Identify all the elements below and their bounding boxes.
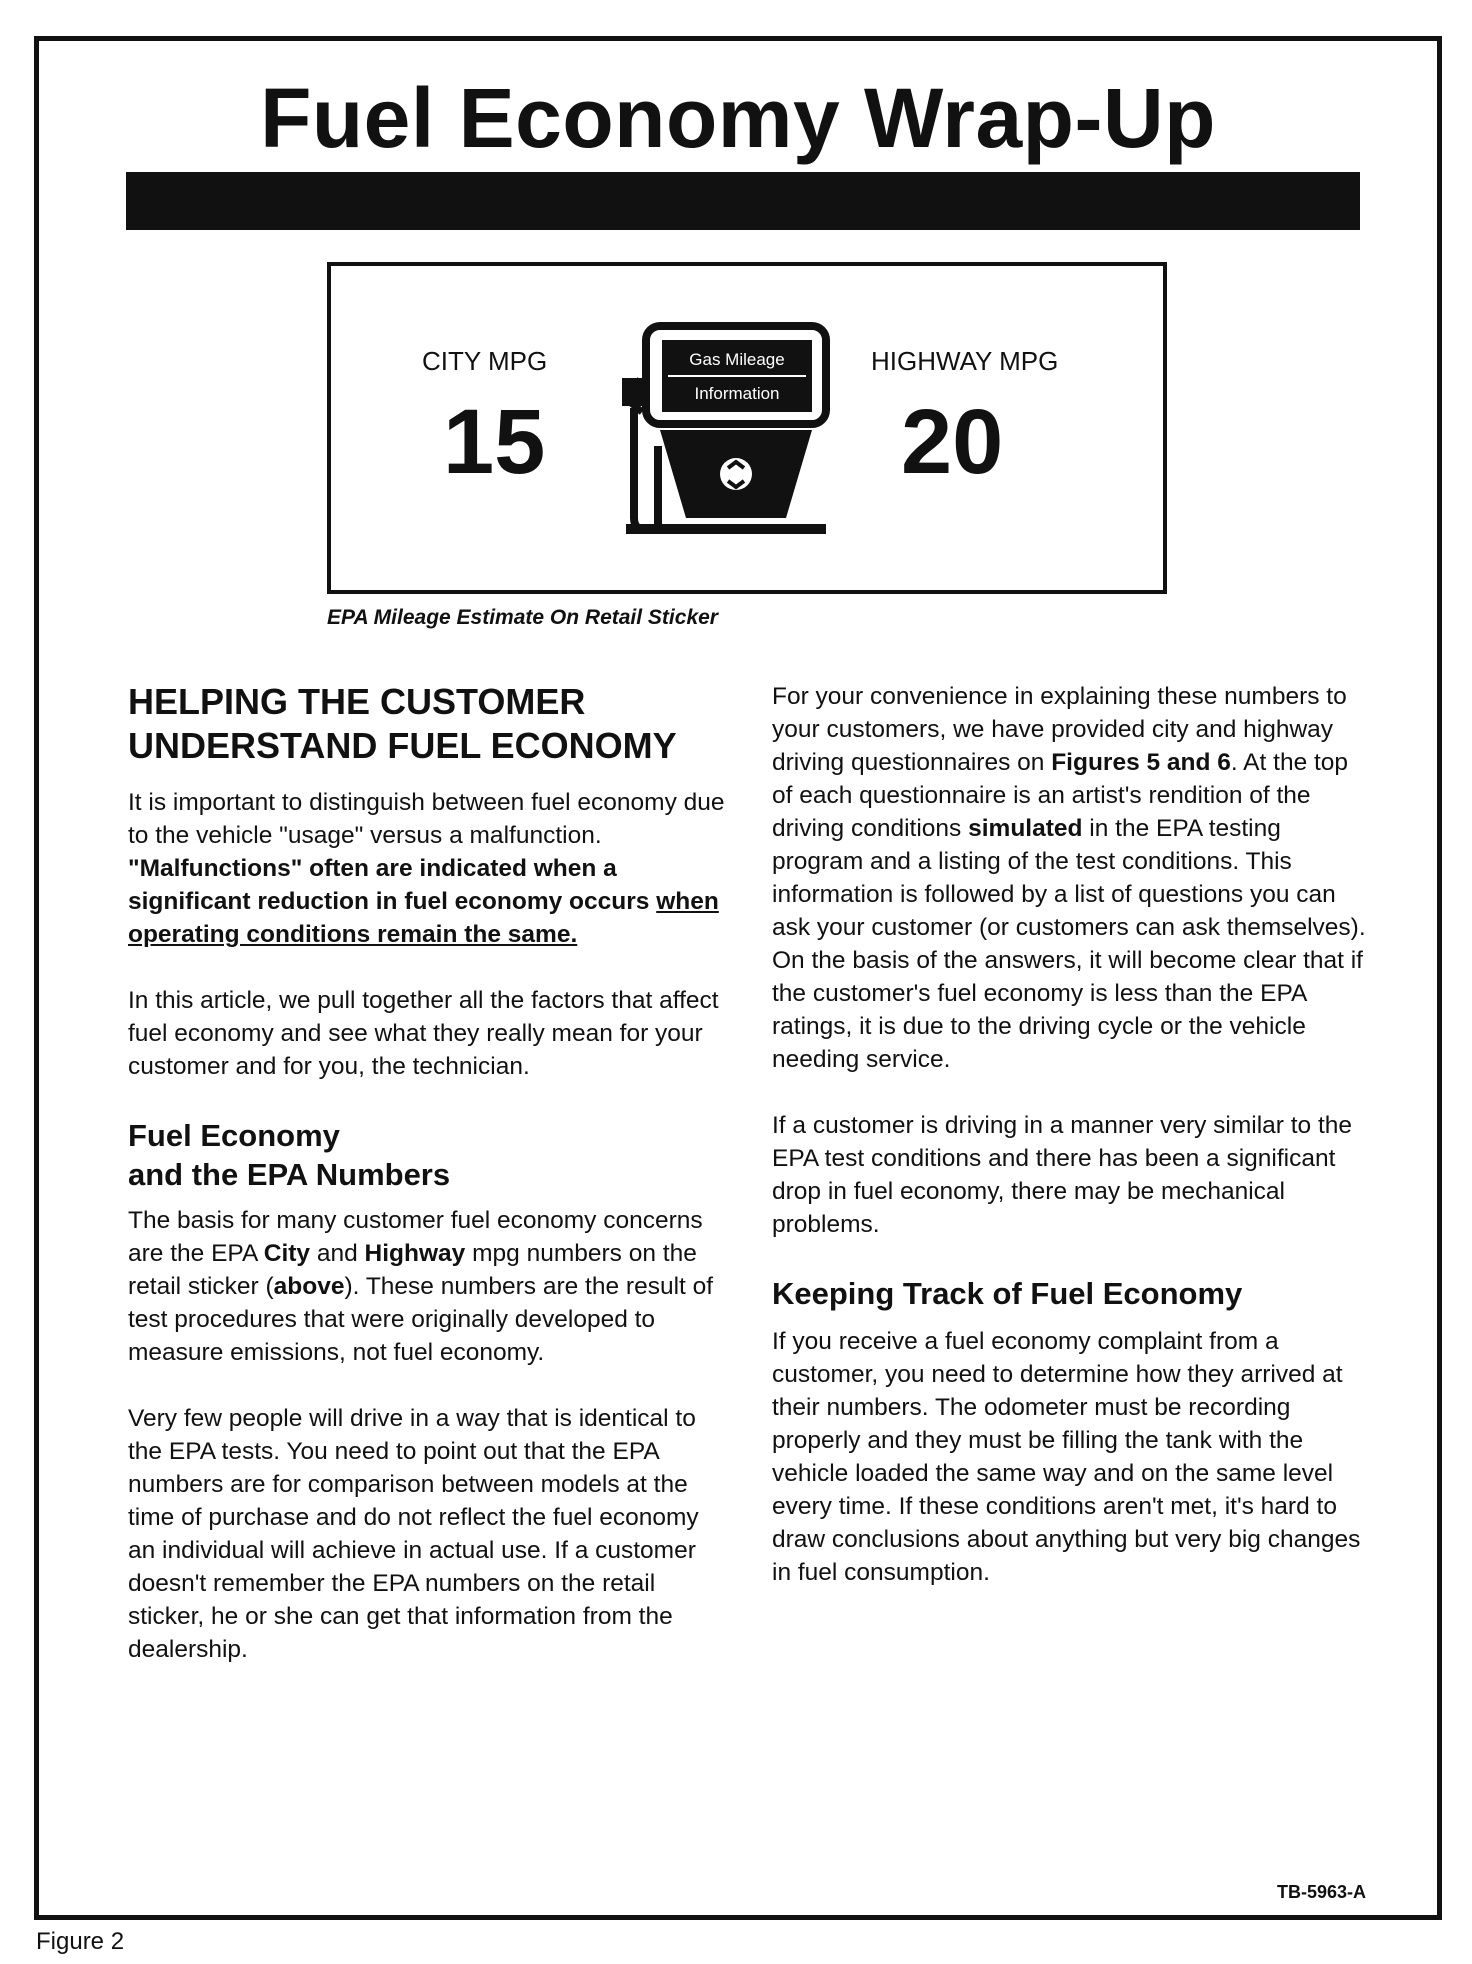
- intro-emphasis: "Malfunctions" often are indicated when a significant reduction in fuel economy occurs: [128, 855, 657, 915]
- questionnaire-text-2: . At the top of each questionnaire is an artist's rendition of the driving conditions: [772, 749, 1349, 842]
- keeping-track-heading: Keeping Track of Fuel Economy: [772, 1276, 1243, 1311]
- figure-label: Figure 2: [36, 1928, 125, 1955]
- epa-sticker: [327, 262, 1167, 594]
- questionnaire-text-1: For your convenience in explaining these numbers to your customers, we have provided city and highway driving questionnaires on: [772, 683, 1347, 776]
- pump-line1: Gas Mileage: [689, 350, 785, 369]
- highway-mpg-label: HIGHWAY MPG: [871, 346, 1059, 376]
- basis-city: City: [263, 1240, 311, 1267]
- questionnaire-text-3: in the EPA testing program and a listing of the test conditions. This information is followed by a list of questions you can ask your customer (or customers can ask themselves). On the basis of the answers, it will become clear that if the customer's fuel economy is less than the EPA ratings, it is due to the driving cycle or the vehicle needing service.: [772, 815, 1366, 1073]
- gas-pump-icon: [616, 318, 831, 548]
- pump-line2: Information: [694, 384, 780, 403]
- highway-mpg-value: 20: [901, 391, 1004, 493]
- basis-text-3: mpg numbers on the retail sticker (: [128, 1240, 697, 1300]
- page-title: Fuel Economy Wrap-Up: [260, 71, 1216, 165]
- questionnaire-figures: Figures 5 and 6: [1051, 749, 1231, 776]
- left-column: [128, 680, 728, 1699]
- mechanical-problems-paragraph: If a customer is driving in a manner very similar to the EPA test conditions and there has been a significant drop in fuel economy, there may be mechanical problems.: [772, 1112, 1353, 1238]
- city-mpg-label: CITY MPG: [422, 346, 548, 376]
- figure-code: TB-5963-A: [1276, 1882, 1366, 1902]
- city-mpg-value: 15: [443, 391, 546, 493]
- keeping-track-paragraph: If you receive a fuel economy complaint from a customer, you need to determine how they arrived at their numbers. The odometer must be recording properly and they must be filling the tank with the vehicle loaded the same way and on the same level every time. If these conditions aren't met, it's hard to draw conclusions about anything but very big changes in fuel consumption.: [772, 1328, 1361, 1586]
- basis-highway: Highway: [364, 1240, 466, 1267]
- epa-basis-paragraph: [128, 1204, 728, 1369]
- epa-subheading-line2: and the EPA Numbers: [128, 1157, 451, 1192]
- epa-tests-paragraph: Very few people will drive in a way that is identical to the EPA tests. You need to point out that the EPA numbers are for comparison between models at the time of purchase and do not reflect the fuel economy an individual will achieve in actual use. If a customer doesn't remember the EPA numbers on the retail sticker, he or she can get that information from the dealership.: [128, 1405, 699, 1663]
- basis-text-2: and: [310, 1240, 365, 1267]
- basis-text-1: The basis for many customer fuel economy concerns are the EPA: [128, 1207, 703, 1267]
- epa-subheading: [128, 1116, 728, 1194]
- intro-underline: when operating conditions remain the same.: [128, 888, 719, 948]
- sticker-caption: EPA Mileage Estimate On Retail Sticker: [327, 606, 718, 629]
- title-bar: [126, 172, 1360, 230]
- right-column: [772, 680, 1372, 1622]
- questionnaire-paragraph: [772, 680, 1372, 1076]
- basis-above: above: [273, 1273, 345, 1300]
- epa-subheading-line1: Fuel Economy: [128, 1118, 340, 1153]
- intro-paragraph: [128, 786, 728, 951]
- questionnaire-simulated: simulated: [968, 815, 1083, 842]
- basis-text-4: ). These numbers are the result of test procedures that were originally developed to measure emissions, not fuel economy.: [128, 1273, 714, 1366]
- article-paragraph: In this article, we pull together all the factors that affect fuel economy and see what they really mean for your customer and for you, the technician.: [128, 987, 719, 1080]
- intro-text: It is important to distinguish between fuel economy due to the vehicle "usage" versus a malfunction.: [128, 789, 725, 849]
- main-heading: HELPING THE CUSTOMER UNDERSTAND FUEL ECONOMY: [128, 681, 677, 766]
